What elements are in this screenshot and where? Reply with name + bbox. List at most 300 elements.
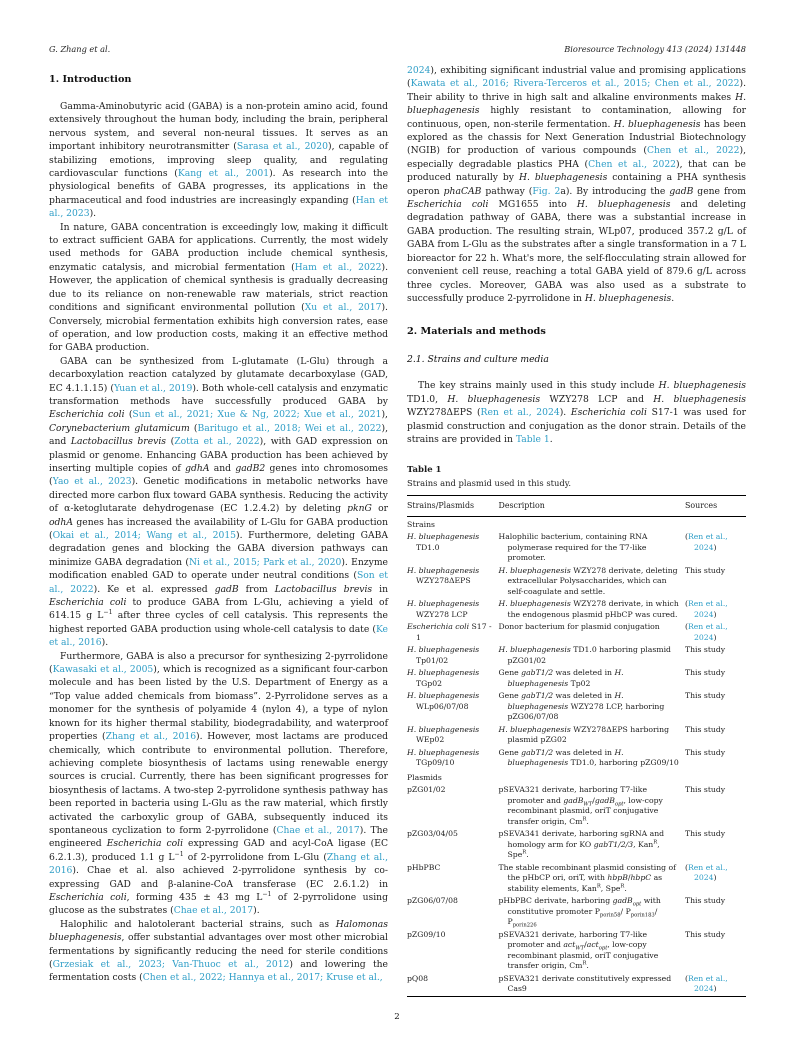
text-run: Furthermore, GABA is also a precursor for synthesizing 2-pyrrolidone ( [49,650,388,676]
table-cell [407,828,499,862]
cell-content [407,622,494,643]
text-run: H. bluephagenesis [653,393,747,405]
cell-content [685,829,741,840]
text-run: This study [684,829,726,839]
text-run: in [372,583,388,595]
table-row [407,531,746,565]
cell-content [407,863,494,874]
text-run: This study [684,747,726,757]
text-run: ), capable of stabilizing emotions, improving sleep quality, and regulating cardiovascular functions ( [49,141,388,180]
text-run: ). Enzyme modification enabled GAD to operate under neutral conditions ( [49,556,388,582]
table-row [407,973,746,997]
text-run: WZY278 LCP and [540,393,654,405]
text-run: R [596,883,601,890]
text-run: / [592,795,595,805]
cell-content [407,748,494,769]
text-run: Corynebacterium glutamicum [49,422,190,434]
text-run: from [238,583,275,595]
text-run: H. bluephagenesis [584,292,672,304]
text-run: Tp01/02 [416,655,449,665]
column-header: Strains/Plasmids [407,496,499,517]
citation-link[interactable]: Han et al., 2023 [49,194,388,220]
cell-content [407,566,494,587]
text-run: a). By introducing the [560,185,670,197]
table-cell [685,565,746,599]
text-run: and [209,462,236,474]
text-run: ), [381,409,388,421]
text-run: . [624,883,627,893]
table-row [407,690,746,724]
text-run: act [563,940,576,950]
text-run: / P [507,906,658,927]
citation-link[interactable]: Ke et al., 2016 [49,623,388,649]
text-run: R [653,839,658,846]
cell-content [499,829,680,861]
cell-content [685,896,741,907]
citation-link[interactable]: Fig. 2 [532,185,561,197]
text-run: ), especially degradable plastics PHA ( [407,145,746,170]
text-run: ( [684,862,688,872]
text-run: pSEVA341 derivate, harboring sgRNA and homology arm for KO [498,829,665,849]
table-section-title: Plasmids [407,772,442,782]
table-row [407,667,746,690]
text-run: ). Furthermore, deleting GABA degradation genes and blocking the GABA diversion pathways can minimize GABA degradation ( [49,530,388,568]
text-run: ). Genetic modifications in metabolic networks have directed more carbon flux toward GABA synthesis. Reducing the activity of α-ketoglutarate dehydrogenase (EC 1.2.4.2) by deleting [49,476,388,515]
text-run: WZY278 LCP [416,609,468,619]
text-run: WZY278ΔEPS ( [407,407,481,419]
text-run: WT [583,801,593,808]
text-run: after three cycles of cell catalysis. This represents the highest reported GABA production using whole-cell catalysis to date ( [49,610,388,635]
cell-content [499,896,680,928]
two-column-body [49,64,746,997]
cell-content [685,930,741,941]
text-run: containing a PHA synthesis operon [407,172,747,197]
text-run: ). [89,208,97,220]
left-column [49,64,388,997]
text-run: as stability elements, Kan [507,873,663,893]
table-cell [499,862,685,896]
text-run: opt [614,801,624,808]
text-run: gabT1/2 [521,747,554,757]
text-run: ). Both whole-cell catalysis and enzymatic transformation methods have successfully produced GABA by [49,382,389,407]
citation-link[interactable]: Table 1 [515,433,550,445]
text-run: ). [101,637,109,649]
text-run: MG1655 into [488,199,577,211]
citation-link[interactable]: Ren et al., 2024 [687,599,728,619]
table-cell [407,747,499,770]
text-run: genes into chromosomes ( [49,462,388,488]
text-run: This study [684,929,726,939]
text-run: highly resistant to contamination, allowing for continuous, open, non-sterile fermentation. [407,105,746,130]
table-cell [407,724,499,747]
text-run: H. bluephagenesis [407,599,480,609]
text-run: ( [684,973,688,983]
text-run: TD1.0 harboring plasmid pZG01/02 [507,645,671,665]
text-run: ). However, most lactams are produced chemically, which contribute to environmental pollution. Therefore, achieving complete biosynthesis of lactams using renewable energy sources is crucial. Currently, there has been significant progresses for biosynthesis of lactams. A two-step 2-pyrrolidone synthesis pathway has been reported in bacteria using L-Glu as the raw material, which firstly activated the carboxylic group of GABA, subsequently induced its spontaneous cyclization to form 2-pyrrolidone ( [49,731,389,836]
text-run: pQ08 [407,973,429,983]
text-run: H. bluephagenesis [407,724,480,734]
cell-content [685,645,741,656]
text-run: H. bluephagenesis [507,691,624,711]
text-run: ( [684,532,688,542]
text-run: gabT1/2/3 [593,839,634,849]
strains-plasmids-table [407,495,746,997]
text-run: TD1.0, harboring pZG09/10 [568,758,679,768]
text-run: , Spe [600,883,621,893]
text-run: H. bluephagenesis [407,91,746,117]
text-run: and deleting degradation pathway of GABA, there was a substantial increase in GABA production. The resulting strain, WLp07, produced 357.2 g/L of GABA from L-Glu as the substrates after a single transformation in a 7 L bioreactor for 22 h. What's more, the self-flocculating strain allowed for convenient cell reuse, reaching a total GABA yield of 879.6 g/L across three cycles. Moreover, GABA was also used as a substrate to successfully produce 2-pyrrolidone in [407,199,747,304]
text-run: gadB [612,896,633,906]
text-run: H. bluephagenesis [507,668,624,688]
table-cell [407,690,499,724]
text-run: H. bluephagenesis [498,565,571,575]
text-run: This study [684,691,726,701]
cell-content [499,566,680,598]
text-run: . [671,292,675,304]
citation-link[interactable]: Chae et al., 2017 [173,905,254,917]
table-cell [499,784,685,828]
cell-content [499,645,680,666]
column-header: Sources [685,496,746,517]
text-run: pZG09/10 [407,929,446,939]
text-run: ), exhibiting significant industrial value and promising applications ( [407,65,746,90]
table-caption: Strains and plasmid used in this study. [407,478,572,489]
text-run: Escherichia coli [570,407,647,419]
subsection-heading-strains: 2.1. Strains and culture media [407,354,549,366]
text-run: Escherichia coli [49,597,127,609]
text-run: H. bluephagenesis [407,565,480,575]
citation-link[interactable]: Chae et al., 2017 [276,824,360,836]
text-run: This study [684,668,726,678]
text-run: ), that can be produced naturally by [407,158,746,184]
table-cell [685,784,746,828]
text-run: WZY278 derivate, in which the endogenous plasmid pHbCP was cured. [507,599,679,619]
text-run: / [584,940,587,950]
citation-link[interactable]: 2024 [407,65,431,76]
text-run: Donor bacterium for plasmid conjugation [498,622,660,632]
citation-link[interactable]: Ren et al., 2024 [687,532,728,552]
citation-link[interactable]: Okai et al., 2014; Wang et al., 2015 [52,530,237,541]
text-run: H. bluephagenesis [576,199,671,211]
text-run: ). The engineered [49,824,388,850]
text-run: H. bluephagenesis [407,645,480,655]
citation-link[interactable]: Sun et al., 2021; Xue & Ng, 2022; Xue et al., 2021 [132,409,382,421]
table-section-row [407,770,746,785]
text-run: hbpC [630,873,652,883]
text-run: Escherichia coli [49,891,127,903]
text-run: or [371,503,389,515]
table-cell [407,862,499,896]
text-run: ( [165,436,175,448]
table-cell [685,973,746,997]
cell-content [685,622,741,643]
table-cell [499,667,685,690]
cell-content [685,566,741,577]
citation-link[interactable]: Yuan et al., 2019 [113,382,193,394]
cell-content [499,863,680,895]
citation-link[interactable]: Xu et al., 2017 [304,302,382,314]
text-run: GABA can be synthesized from L-glutamate (L-Glu) through a decarboxylation reaction catalyzed by glutamate decarboxylase (GAD, EC 4.1.1.15) ( [49,355,388,394]
text-run: / P [620,906,631,916]
citation-link[interactable]: Baritugo et al., 2018; Wei et al., 2022 [197,422,382,434]
intro-paragraph-3 [49,355,388,650]
table-row [407,862,746,896]
cell-content [499,668,680,689]
cell-content [407,532,494,553]
running-journal: Bioresource Technology 413 (2024) 131448 [564,44,746,54]
methods-paragraph [407,379,746,446]
text-run: Escherichia coli [49,409,125,421]
text-run: , forming 435 ± 43 mg L [126,891,263,903]
text-run: opt [632,901,642,908]
text-run: Escherichia coli [407,622,470,632]
text-run: genes has increased the availability of L-Glu for GABA production ( [49,516,388,541]
text-run: ( [124,409,133,421]
text-run: porin58 [599,912,621,919]
text-run: Escherichia coli [407,199,489,211]
text-run: gadB [669,185,694,197]
citation-link[interactable]: Sarasa et al., 2020 [236,141,328,153]
table-cell [407,667,499,690]
text-run: WEp02 [416,735,445,745]
text-run: ) [713,873,717,883]
text-run: ). However, the application of chemical synthesis is gradually decreasing due to its reliance on non-renewable raw materials, strict reaction conditions and significant environmental pollution ( [49,261,388,314]
citation-link[interactable]: Ren et al., 2024 [480,407,560,419]
text-run: Lactobacillus brevis [274,583,373,595]
table-cell [499,973,685,997]
citation-link[interactable]: Ham et al., 2022 [294,261,382,273]
text-run: . [549,433,553,445]
text-run: act [586,940,599,950]
citation-link[interactable]: Ren et al., 2024 [687,622,728,642]
text-run: R [582,816,587,823]
citation-link[interactable]: Yao et al., 2023 [52,476,132,488]
text-run: H. bluephagenesis [613,118,701,130]
citation-link[interactable]: Kawasaki et al., 2005 [52,664,154,676]
cell-content [499,785,680,827]
text-run: WZY278ΔEPS [416,576,471,586]
text-run: R [582,960,587,967]
text-run: opt [598,945,608,952]
table-cell [499,690,685,724]
citation-link[interactable]: Ren et al., 2024 [687,973,728,994]
text-run: pZG06/07/08 [407,896,458,906]
table-cell [685,724,746,747]
table-label: Table 1 [407,465,442,476]
table-cell [685,644,746,667]
text-run: pSEVA321 derivate constitutively expressed Cas9 [498,973,672,994]
section-heading-methods: 2. Materials and methods [407,326,546,338]
text-run: , Kan [633,839,654,849]
table-row [407,895,746,929]
table-cell [499,724,685,747]
text-run: −1 [174,850,184,858]
intro-paragraph-2 [49,221,388,355]
text-run: ) [713,984,717,994]
text-run: WZY278 LCP, harboring pZG06/07/08 [507,701,665,722]
text-run: H. bluephagenesis [447,393,541,405]
cell-content [499,599,680,620]
citation-link[interactable]: Chen et al., 2022; Hannya et al., 2017; Kruse et al., [142,972,383,984]
table-cell [407,644,499,667]
text-run: S17 - 1 [416,622,492,642]
text-run: porin183 [630,912,655,919]
cell-content [407,668,494,689]
text-run: Lactobacillus brevis [70,436,166,448]
cell-content [407,691,494,712]
cell-content [407,829,494,840]
table-row [407,644,746,667]
table-cell [685,895,746,929]
table-row [407,565,746,599]
text-run: ) [713,609,717,619]
table-section-title: Strains [407,519,435,529]
table-cell [685,747,746,770]
text-run: Tp02 [568,678,591,688]
table-cell [499,644,685,667]
section-heading-introduction: 1. Introduction [49,74,132,85]
table-row [407,598,746,621]
cell-content [685,725,741,736]
table-cell [499,565,685,599]
citation-link[interactable]: Zhang et al., 2016 [105,731,197,743]
text-run: gabT1/2 [521,668,554,678]
text-run: ) [713,632,717,642]
table-cell [407,895,499,929]
text-run: gadB [563,795,584,805]
table-cell [407,929,499,973]
text-run: was deleted in [553,747,615,757]
cell-content [685,748,741,759]
text-run: Halophilic and halotolerant bacterial strains, such as [60,918,336,930]
text-run: pathway ( [481,185,533,197]
column-header: Description [499,496,685,517]
citation-link[interactable]: Chen et al., 2022 [646,145,740,157]
intro-paragraph-4 [49,650,388,918]
text-run: Gene [498,691,522,701]
cell-content [499,748,680,769]
text-run: R [522,849,527,856]
citation-link[interactable]: Son et al., 2022 [49,570,389,595]
text-run: to produce GABA from L-Glu, achieving a yield of 614.15 g L [49,597,388,622]
text-run: H. bluephagenesis [407,668,480,678]
text-run: ( [684,599,688,609]
text-run: ). Chae et al. also achieved 2-pyrrolidone synthesis by co-expressing GAD and β-alanine-CoA transferase (EC 2.6.1.2) in [49,865,388,890]
text-run: hbpB [607,873,628,883]
table-row [407,929,746,973]
text-run: ) and lowering the fermentation costs ( [49,959,388,984]
intro-paragraph-continuation [407,64,746,305]
table-cell [407,973,499,997]
cell-content [685,532,741,553]
citation-link[interactable]: Kawata et al., 2016; Rivera-Terceros et al., 2015; Chen et al., 2022 [410,78,740,90]
cell-content [685,599,741,620]
table-section-row [407,516,746,531]
text-run: pknG [347,503,372,515]
text-run: / [627,873,631,883]
text-run: The stable recombinant plasmid consisting of the pHbCP ori, oriT, with [498,862,677,883]
text-run: −1 [262,890,272,898]
table-cell [499,531,685,565]
cell-content [499,622,680,633]
table-cell [407,784,499,828]
page-number: 2 [394,1012,400,1022]
text-run: has been explored as the chassis for Next Generation Industrial Biotechnology (NGIB) for production of various compounds ( [407,118,747,157]
text-run: ), and [49,422,388,448]
text-run: with constitutive promoter P [507,896,661,916]
citation-link[interactable]: Kang et al., 2001 [177,168,270,180]
text-run: H. bluephagenesis [498,599,571,609]
text-run: ), with GAD expression on plasmid or genome. Enhancing GABA production has been achieved by inserting multiple copies of [49,436,388,474]
table-cell [685,621,746,644]
cell-content [407,785,494,796]
text-run: . [526,850,529,860]
text-run: ( [684,622,688,632]
text-run: ), which is recognized as a significant four-carbon molecule and has been listed by the U.S. Department of Energy as a “Top value added chemicals from biomass”. 2-Pyrrolidone serves as a monomer for the synthesis of polyamide 4 (nylon 4), a type of nylon known for its higher thermal stability, biodegradability, and waterproof properties ( [49,664,388,743]
text-run: ( [189,422,198,434]
text-run: H. bluephagenesis [407,691,480,701]
text-run: was deleted in [553,668,615,678]
text-run: WLp06/07/08 [416,701,469,711]
table-cell [499,828,685,862]
table-row [407,747,746,770]
citation-link[interactable]: Chen et al., 2022 [588,158,677,170]
text-run: S17-1 was used for plasmid construction and conjugation as the donor strain. Details of the strains are provided in [407,407,746,445]
text-run: WT [575,945,585,952]
text-run: was deleted in [553,691,615,701]
cell-content [407,930,494,941]
citation-link[interactable]: Zotta et al., 2022 [174,436,260,448]
intro-paragraph-5 [49,918,388,985]
text-run: H. bluephagenesis [498,645,571,655]
text-run: TGp02 [416,678,442,688]
cell-content [499,725,680,746]
cell-content [499,532,680,564]
text-run: pZG03/04/05 [407,829,458,839]
text-run: TD1.0, [407,393,448,405]
table-cell [407,598,499,621]
text-run: ). Conversely, microbial fermentation exhibits high conversion rates, ease of operation, and low production costs, making it an effective method for GABA production. [49,302,388,354]
text-run: The key strains mainly used in this study include [418,380,659,392]
citation-link[interactable]: Grzesiak et al., 2023; Van-Thuoc et al., 2012 [52,959,290,970]
text-run: H. bluephagenesis [507,747,624,768]
table-cell [499,747,685,770]
cell-content [407,599,494,620]
cell-content [407,974,494,985]
citation-link[interactable]: Ren et al., 2024 [687,862,728,883]
right-column [407,64,746,997]
table-1 [407,465,746,997]
citation-link[interactable]: Zhang et al., 2016 [49,851,388,877]
table-row [407,621,746,644]
text-run: pSEVA321 derivate, harboring T7-like promoter and [498,929,648,950]
text-run: This study [684,565,726,575]
table-cell [499,895,685,929]
text-run: gabT1/2 [521,691,554,701]
table-cell [499,621,685,644]
table-cell [499,929,685,973]
text-run: odhA [49,516,73,528]
text-run: H. bluephagenesis [407,532,480,542]
text-run: This study [684,896,726,906]
table-row [407,784,746,828]
text-run: phaCAB [443,185,482,197]
text-run: H. bluephagenesis [407,747,480,757]
text-run: This study [684,645,726,655]
text-run: WZY278 derivate, deleting extracellular Polysaccharides, which can self-coagulate and settle. [507,565,678,596]
text-run: expressing GAD and acyl-CoA ligase (EC 6.2.1.3), produced 1.1 g L [49,838,388,863]
citation-link[interactable]: Ni et al., 2015; Park et al., 2020 [188,556,342,568]
